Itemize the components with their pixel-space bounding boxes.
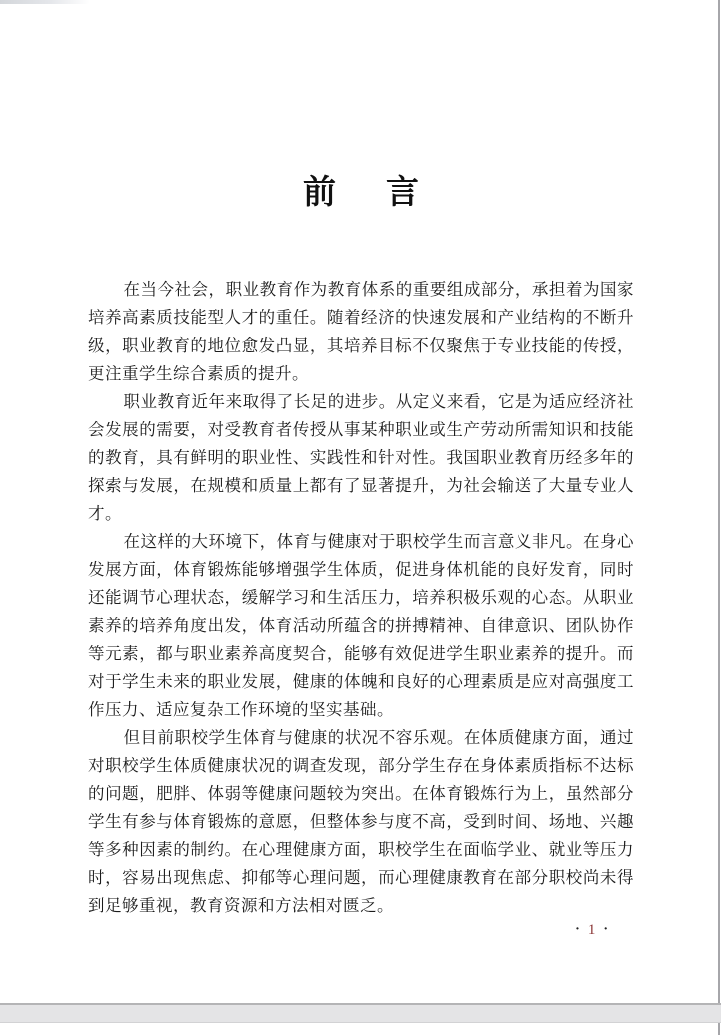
page-number-value: 1 [587,922,596,938]
page-number-dot-left: · [575,922,580,937]
preface-title [88,175,634,211]
preface-title-char-2: 言 [386,175,419,212]
page-number-dot-right: · [603,922,608,937]
preface-paragraph-3: 在这样的大环境下，体育与健康对于职校学生而言意义非凡。在身心发展方面，体育锻炼能够增强学生体质，促进身体机能的良好发育，同时还能调节心理状态，缓解学习和生活压力，培养积极乐观的心态。从职业素养的培养角度出发，体育活动所蕴含的拼搏精神、自律意识、团队协作等元素，都与职业素养高度契合，能够有效促进学生职业素养的提升。而对于学生未来的职业发展，健康的体魄和良好的心理素质是应对高强度工作压力、适应复杂工作环境的坚实基础。 [88,532,634,719]
preface-title-char-1: 前 [303,175,336,212]
page-number [575,921,608,939]
preface-paragraph-1: 在当今社会，职业教育作为教育体系的重要组成部分，承担着为国家培养高素质技能型人才的重任。随着经济的快速发展和产业结构的不断升级，职业教育的地位愈发凸显，其培养目标不仅聚焦于专业技能的传授，更注重学生综合素质的提升。 [88,280,634,383]
page-edge-line [718,0,720,1035]
preface-paragraph-2: 职业教育近年来取得了长足的进步。从定义来看，它是为适应经济社会发展的需要，对受教育者传授从事某种职业或生产劳动所需知识和技能的教育，具有鲜明的职业性、实践性和针对性。我国职业教育历经多年的探索与发展，在规模和质量上都有了显著提升，为社会输送了大量专业人才。 [88,392,634,523]
preface-body [88,276,634,920]
page-separator-band [0,1003,721,1023]
scan-artifact-smudge [0,0,90,4]
preface-paragraph-4: 但目前职校学生体育与健康的状况不容乐观。在体质健康方面，通过对职校学生体质健康状况的调查发现，部分学生存在身体素质指标不达标的问题，肥胖、体弱等健康问题较为突出。在体育锻炼行为上，虽然部分学生有参与体育锻炼的意愿，但整体参与度不高，受到时间、场地、兴趣等多种因素的制约。在心理健康方面，职校学生在面临学业、就业等压力时，容易出现焦虑、抑郁等心理问题，而心理健康教育在部分职校尚未得到足够重视，教育资源和方法相对匮乏。 [88,728,634,915]
